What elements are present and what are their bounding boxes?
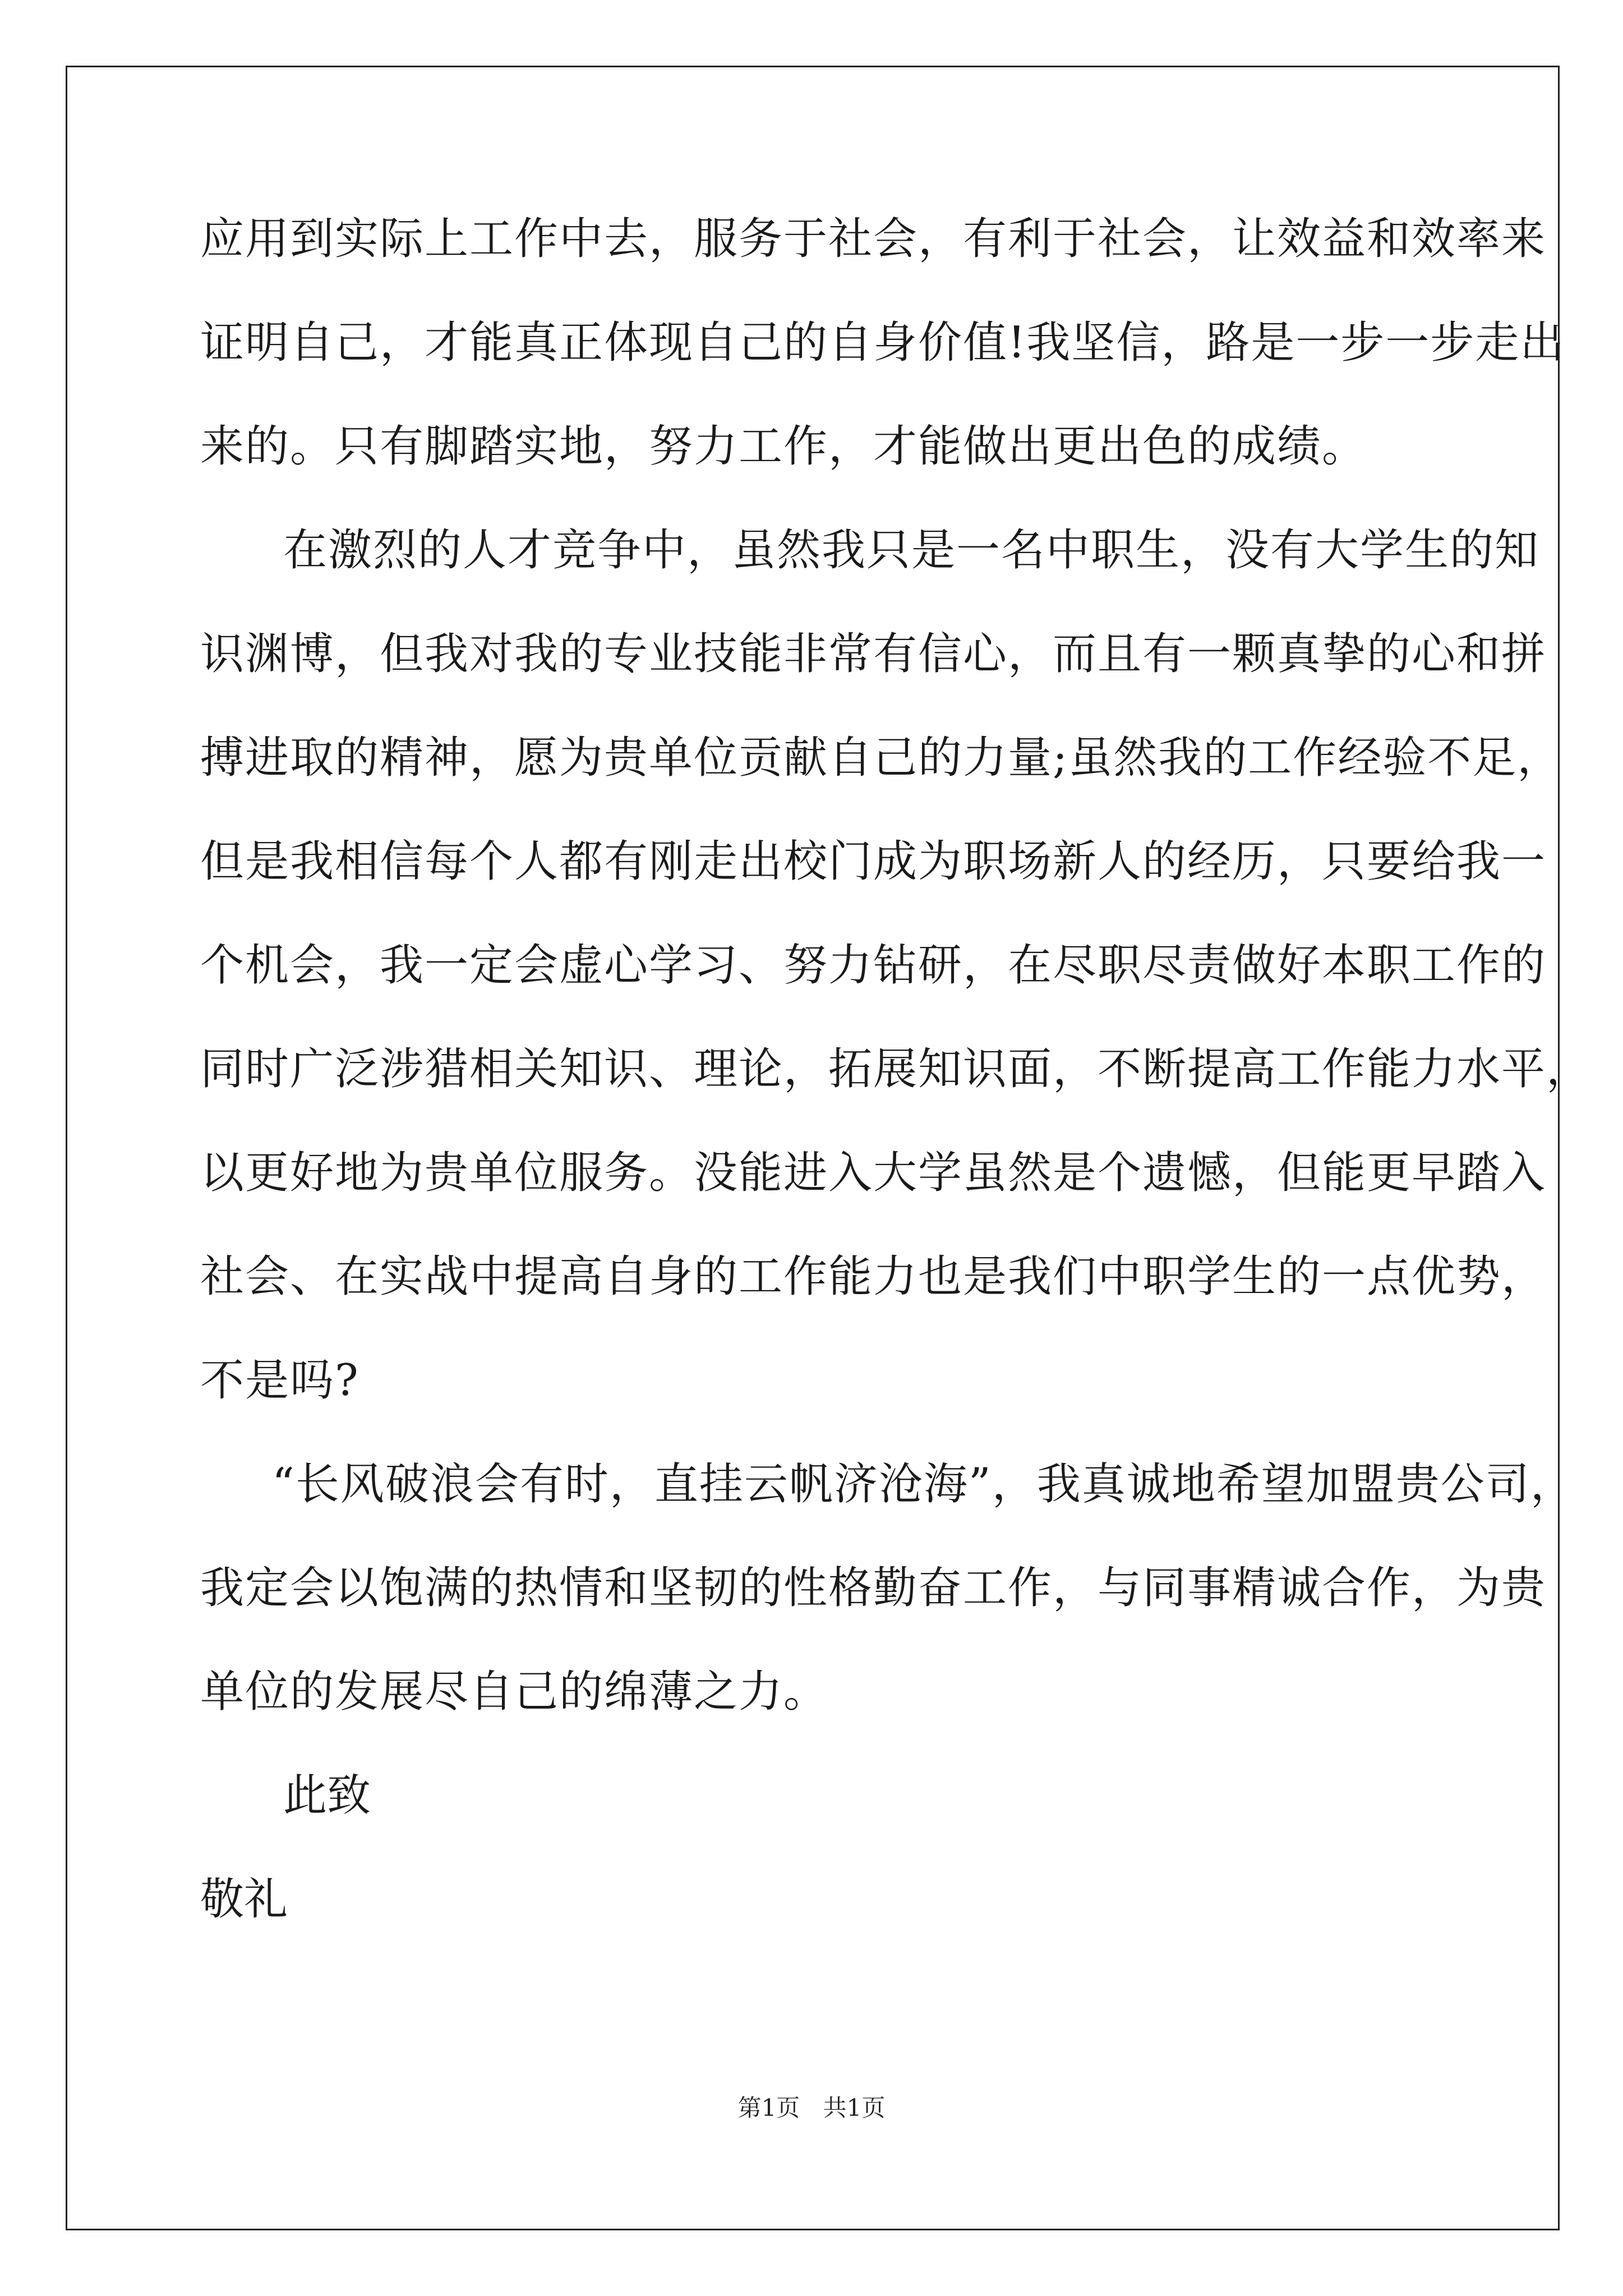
paragraph-2-line-5: 个机会，我一定会虚心学习、努力钻研，在尽职尽责做好本职工作的 (200, 940, 1547, 991)
paragraph-1-line-2: 证明自己，才能真正体现自己的自身价值!我坚信，路是一步一步走出 (200, 318, 1565, 368)
paragraph-3-line-3: 单位的发展尽自己的绵薄之力。 (200, 1667, 829, 1717)
page-number: 第1页 (737, 2094, 800, 2122)
paragraph-1-line-1: 应用到实际上工作中去，服务于社会，有利于社会，让效益和效率来 (200, 214, 1547, 264)
paragraph-2-line-1: 在激烈的人才竞争中，虽然我只是一名中职生，没有大学生的知 (283, 525, 1540, 576)
page-footer (0, 2093, 1623, 2123)
closing-text: 此致 (283, 1770, 371, 1821)
paragraph-1-line-3: 来的。只有脚踏实地，努力工作，才能做出更出色的成绩。 (200, 421, 1367, 472)
paragraph-2-line-9: 不是吗? (200, 1355, 359, 1406)
paragraph-3-line-2: 我定会以饱满的热情和坚韧的性格勤奋工作，与同事精诚合作，为贵 (200, 1563, 1547, 1613)
paragraph-2-line-2: 识渊博，但我对我的专业技能非常有信心，而且有一颗真挚的心和拼 (200, 629, 1547, 679)
paragraph-2-line-7: 以更好地为贵单位服务。没能进入大学虽然是个遗憾，但能更早踏入 (200, 1148, 1547, 1198)
paragraph-2-line-3: 搏进取的精神，愿为贵单位贡献自己的力量;虽然我的工作经验不足， (200, 733, 1562, 783)
total-pages: 共1页 (823, 2094, 886, 2122)
letter-body (200, 213, 1592, 1925)
paragraph-2-line-6: 同时广泛涉猎相关知识、理论，拓展知识面，不断提高工作能力水平， (200, 1044, 1592, 1094)
salute-text: 敬礼 (200, 1874, 288, 1925)
paragraph-3-line-1: “长风破浪会有时，直挂云帆济沧海”，我真诚地希望加盟贵公司， (272, 1459, 1575, 1510)
paragraph-2-line-4: 但是我相信每个人都有刚走出校门成为职场新人的经历，只要给我一 (200, 836, 1547, 887)
paragraph-2-line-8: 社会、在实战中提高自身的工作能力也是我们中职学生的一点优势， (200, 1251, 1547, 1302)
